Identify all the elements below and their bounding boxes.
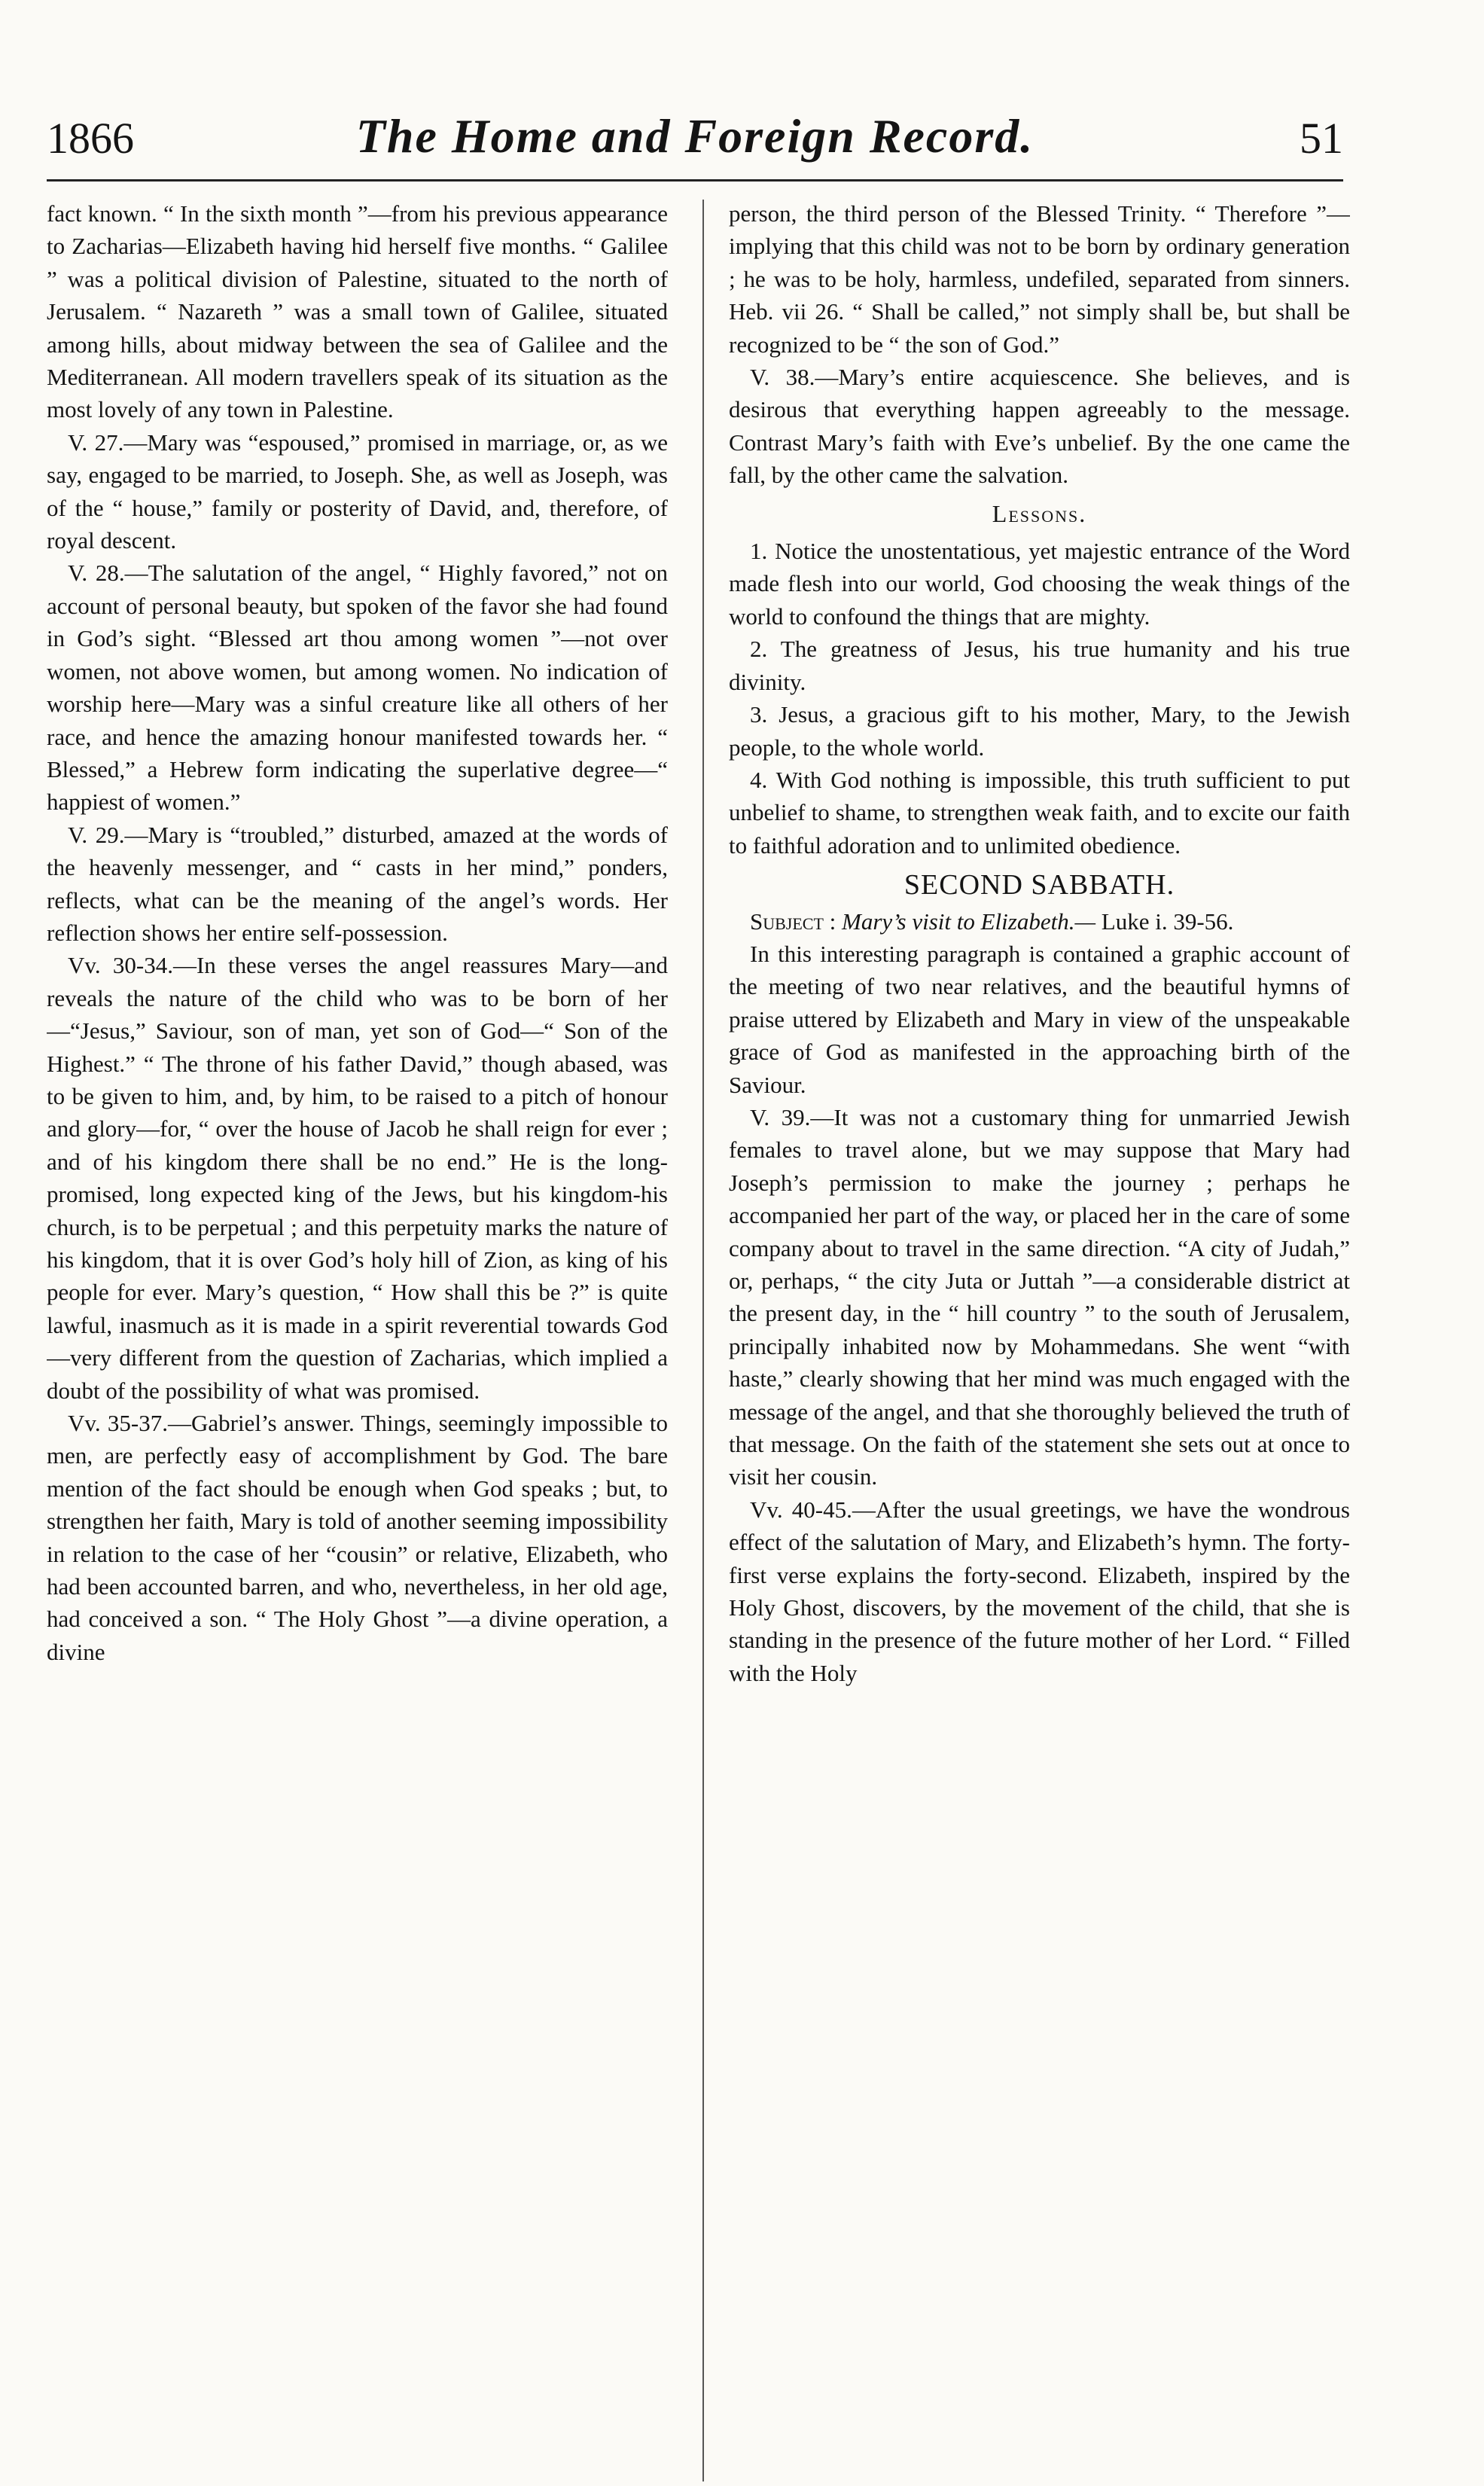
page-header [47, 109, 1343, 173]
lesson-item: 3. Jesus, a gracious gift to his mother, Mary, to the Jewish people, to the whole world. [729, 701, 1350, 761]
lesson-item: 4. With God nothing is impossible, this truth sufficient to put unbelief to shame, to strengthen weak faith, and to excite our faith to faithful adoration and to unlimited obedience. [729, 766, 1350, 859]
paragraph: V. 27.—Mary was “espoused,” promised in marriage, or, as we say, engaged to be married, to Joseph. She, as well as Joseph, was of the “ house,” family or posterity of David, and, therefore, of royal descent. [47, 429, 668, 554]
header-title: The Home and Foreign Record. [355, 109, 1035, 163]
paragraph: person, the third person of the Blessed Trinity. “ Therefore ”—implying that this child was not to be born by ordinary generation ; he was to be holy, harmless, undefiled, separated from sinners. Heb. vii 26. “ Shall be called,” not simply shall be, but shall be recognized to be “ the son of God.” [729, 200, 1350, 358]
paragraph: V. 39.—It was not a customary thing for unmarried Jewish females to travel alone, but we may suppose that Mary had Joseph’s permission to make the journey ; perhaps he accompanied her part of the way, or placed her in the care of some company about to travel in the same direction. “A city of Judah,” or, perhaps, “ the city Juta or Juttah ”—a considerable district at the present day, in the “ hill country ” to the south of Jerusalem, principally inhabited now by Mohammedans. She went “with haste,” clearly showing that her mind was much engaged with the message of the angel, and that she thoroughly believed the truth of that message. On the faith of the statement she sets out at once to visit her cousin. [729, 1103, 1350, 1490]
paragraph: Vv. 35-37.—Gabriel’s answer. Things, seemingly impossible to men, are perfectly easy of accomplishment by God. The bare mention of the fact should be enough when God speaks ; but, to strengthen her faith, Mary is told of another seeming impossibility in relation to the case of her “cousin” or relative, Elizabeth, who had been accounted barren, and who, nevertheless, in her old age, had conceived a son. “ The Holy Ghost ”—a divine operation, a divine [47, 1410, 668, 1665]
subject-line [729, 905, 1350, 938]
column-divider [702, 200, 704, 2481]
subject-label: Subject : [750, 907, 836, 935]
subject-title: Mary’s visit to Elizabeth.— [842, 907, 1096, 935]
paragraph: V. 38.—Mary’s entire acquiescence. She believes, and is desirous that everything happen agreeably to the message. Contrast Mary’s faith with Eve’s unbelief. By the one came the fall, by the other came the salvation. [729, 364, 1350, 489]
paragraph: V. 28.—The salutation of the angel, “ Highly favored,” not on account of personal beauty, but spoken of the favor she had found in God’s sight. “Blessed art thou among women ”—not over women, not above women, but among women. No indication of worship here—Mary was a sinful creature like all others of her race, and hence the amazing honour manifested towards her. “ Blessed,” a Hebrew form indicating the superlative degree—“ happiest of women.” [47, 560, 668, 816]
paragraph: In this interesting paragraph is contained a graphic account of the meeting of two near relatives, and the beautiful hymns of praise uttered by Elizabeth and Mary in view of the unspeakable grace of God as manifested in the approaching birth of the Saviour. [729, 940, 1350, 1098]
paragraph: Vv. 30-34.—In these verses the angel reassures Mary—and reveals the nature of the child who was to be born of her—“Jesus,” Saviour, son of man, yet son of God—“ Son of the Highest.” “ The throne of his father David,” though abased, was to be given to him, and, by him, to be raised to a pitch of honour and glory—for, “ over the house of Jacob he shall reign for ever ; and of his kingdom there shall be no end.” He is the long-promised, long expected king of the Jews, but his kingdom-his church, is to be perpetual ; and this perpetuity marks the nature of his kingdom, that it is over God’s holy hill of Zion, as king of his people for ever. Mary’s question, “ How shall this be ?” is quite lawful, inasmuch as it is made in a spirit reverential towards God—very different from the question of Zacharias, which implied a doubt of the possibility of what was promised. [47, 952, 668, 1404]
second-sabbath-heading: SECOND SABBATH. [904, 869, 1175, 901]
lessons-heading: Lessons. [992, 499, 1087, 527]
subject-reference: Luke i. 39-56. [1101, 907, 1234, 935]
left-column [47, 197, 668, 2464]
lesson-item: 2. The greatness of Jesus, his true humanity and his true divinity. [729, 636, 1350, 695]
header-rule [47, 179, 1343, 181]
paragraph: Vv. 40-45.—After the usual greetings, we have the wondrous effect of the salutation of Mary, and Elizabeth’s hymn. The forty-first verse explains the forty-second. Elizabeth, inspired by the Holy Ghost, discovers, by the movement of the child, that she is standing in the presence of the future mother of her Lord. “ Filled with the Holy [729, 1496, 1350, 1686]
paragraph: V. 29.—Mary is “troubled,” disturbed, amazed at the words of the heavenly messenger, and “ casts in her mind,” ponders, reflects, what can be the meaning of the angel’s words. Her reflection shows her entire self-possession. [47, 821, 668, 946]
right-column [729, 197, 1350, 2464]
header-year: 1866 [47, 114, 134, 163]
paragraph: fact known. “ In the sixth month ”—from his previous appearance to Zacharias—Elizabeth having hid herself five months. “ Galilee ” was a political division of Palestine, situated to the north of Jerusalem. “ Nazareth ” was a small town of Galilee, situated among hills, about midway between the sea of Galilee and the Mediterranean. All modern travellers speak of its situation as the most lovely of any town in Palestine. [47, 200, 668, 423]
header-page-number: 51 [1300, 114, 1343, 163]
lesson-item: 1. Notice the unostentatious, yet majestic entrance of the Word made flesh into our world, God choosing the weak things of the world to confound the things that are mighty. [729, 538, 1350, 630]
